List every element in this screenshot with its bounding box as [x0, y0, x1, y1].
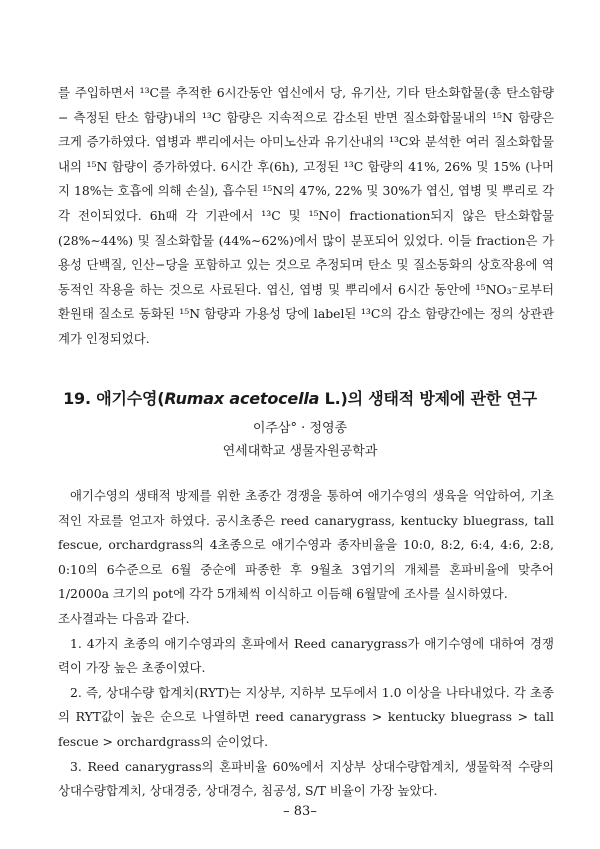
abstract-body: [58, 484, 554, 804]
title-prefix: 19. 애기수영(: [63, 389, 165, 408]
result-item-3: 3. Reed canarygrass의 혼파비율 60%에서 지상부 상대수량합계치, 생물학적 수량의 상대수량합계치, 상대경중, 상대경수, 침공성, S/T 비율이 가장 높았다.: [58, 758, 554, 799]
page-number: – 83–: [283, 804, 317, 819]
section-title: [0, 386, 600, 409]
title-suffix: L.)의 생태적 방제에 관한 연구: [319, 389, 537, 408]
authors: 이주삼° · 정영종: [252, 421, 348, 436]
body-paragraph-1: 애기수영의 생태적 방제를 위한 초종간 경쟁을 통하여 애기수영의 생육을 억압하여, 기초적인 자료를 얻고자 하였다. 공시초종은 reed canarygrass, kentucky bluegrass, tall fescue, orchardgrass의 4초종으로 애기수영과 종자비율을 10:0, 8:2, 6:4, 4:6, 2:8, 0:10의 6수준으로 6월 중순에 파종한 후 9월초 3엽기의 개체를 혼파비율에 맞추어 1/2000a 크기의 pot에 각각 5개체씩 이식하고 이듬해 6월말에 조사를 실시하였다.: [58, 488, 554, 602]
result-item-1: 1. 4가지 초종의 애기수영과의 혼파에서 Reed canarygrass가 애기수영에 대하여 경쟁력이 가장 높은 초종이였다.: [58, 635, 554, 676]
affiliation: 연세대학교 생물자원공학과: [222, 444, 378, 459]
title-species: Rumax acetocella: [164, 389, 320, 408]
intro-paragraph: 를 주입하면서 ¹³C를 추적한 6시간동안 엽신에서 당, 유기산, 기타 탄소화합물(총 탄소함량 − 측정된 탄소 함량)내의 ¹³C 함량은 지속적으로 감소된 반면 질소화합물내의 ¹⁵N 함량은 크게 증가하였다. 엽병과 뿌리에서는 아미노산과 유기산내의 ¹³C와 분석한 여러 질소화합물내의 ¹⁵N 함량이 증가하였다. 6시간 후(6h), 고정된 ¹³C 함량의 41%, 26% 및 15% (나머지 18%는 호흡에 의해 손실), 흡수된 ¹⁵N의 47%, 22% 및 30%가 엽신, 엽병 및 뿌리로 각각 전이되었다. 6h때 각 기관에서 ¹³C 및 ¹⁵N이 fractionation되지 않은 탄소화합물 (28%∼44%) 및 질소화합물 (44%∼62%)에서 많이 분포되어 있었다. 이들 fraction은 가용성 단백질, 인산−당을 포함하고 있는 것으로 추정되며 탄소 및 질소동화의 상호작용에 역동적인 작용을 하는 것으로 사료된다. 엽신, 엽병 및 뿌리에서 6시간 동안에 ¹⁵NO₃⁻로부터 환원태 질소로 동화된 ¹⁵N 함량과 가용성 당에 label된 ¹³C의 감소 함량간에는 정의 상관관계가 인정되었다.: [58, 85, 554, 346]
result-item-2: 2. 즉, 상대수량 합계치(RYT)는 지상부, 지하부 모두에서 1.0 이상을 나타내었다. 각 초종의 RYT값이 높은 순으로 나열하면 reed canarygrass > kentucky bluegrass > tall fescue > orchardgrass의 순이었다.: [58, 684, 554, 749]
body-paragraph-2: 조사결과는 다음과 같다.: [58, 610, 190, 626]
